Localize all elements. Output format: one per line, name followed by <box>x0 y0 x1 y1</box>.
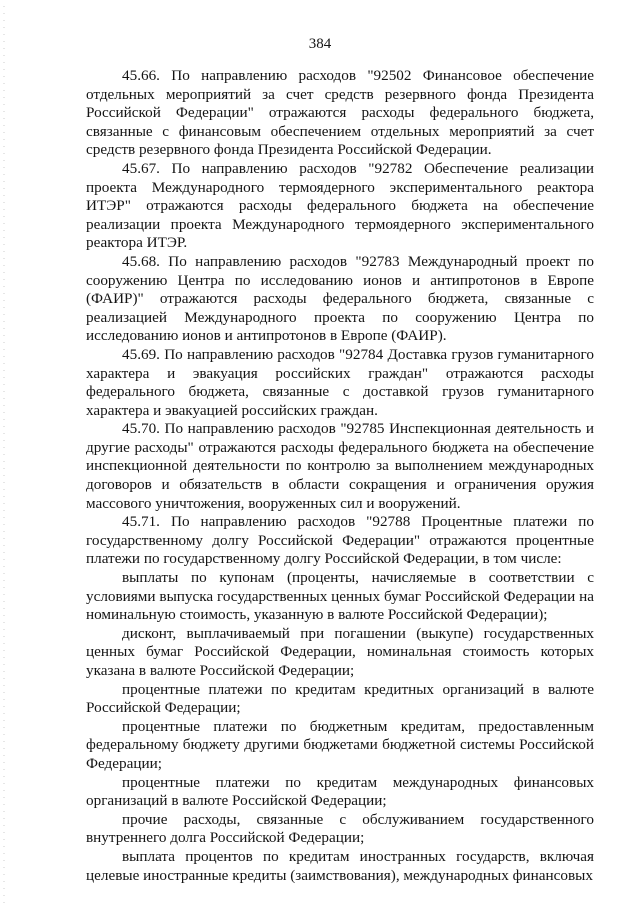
list-item-budget-credit-interest: процентные платежи по бюджетным кредитам, предоставленным федеральному бюджету другими бюджетами бюджетной системы Российской Федерации; <box>86 717 594 772</box>
list-item-international-org-interest: процентные платежи по кредитам международных финансовых организаций в валюте Российской Федерации; <box>86 773 594 810</box>
paragraph-45-71: 45.71. По направлению расходов "92788 Процентные платежи по государственному долгу Российской Федерации" отражаются процентные платежи по государственному долгу Российской Федерации, в том числе: <box>86 513 594 568</box>
paragraph-45-70: 45.70. По направлению расходов "92785 Инспекционная деятельность и другие расходы" отражаются расходы федерального бюджета на обеспечение инспекционной деятельности по контролю за выполнением международных договоров и обязательств в области сокращения и ограничения оружия массового уничтожения, вооруженных сил и вооружений. <box>86 420 594 512</box>
document-body <box>86 67 594 885</box>
paragraph-45-66: 45.66. По направлению расходов "92502 Финансовое обеспечение отдельных мероприятий за счет средств резервного фонда Президента Российской Федерации" отражаются расходы федерального бюджета, связанные с финансовым обеспечением отдельных мероприятий за счет средств резервного фонда Президента Российской Федерации. <box>86 67 594 159</box>
list-item-discount: дисконт, выплачиваемый при погашении (выкупе) государственных ценных бумаг Российской Федерации, номинальная стоимость которых указана в валюте Российской Федерации; <box>86 624 594 679</box>
list-item-credit-org-interest: процентные платежи по кредитам кредитных организаций в валюте Российской Федерации; <box>86 680 594 717</box>
paragraph-45-68: 45.68. По направлению расходов "92783 Международный проект по сооружению Центра по исследованию ионов и антипротонов в Европе (ФАИР)" отражаются расходы федерального бюджета, связанные с реализацией Международного проекта по сооружению Центра по исследованию ионов и антипротонов в Европе (ФАИР). <box>86 252 594 345</box>
list-item-coupons: выплаты по купонам (проценты, начисляемые в соответствии с условиями выпуска государственных ценных бумаг Российской Федерации на номинальную стоимость, указанную в валюте Российской Федерации); <box>86 569 594 624</box>
paragraph-45-67: 45.67. По направлению расходов "92782 Обеспечение реализации проекта Международного термоядерного экспериментального реактора ИТЭР" отражаются расходы федерального бюджета на обеспечение реализации проекта Международного термоядерного экспериментального реактора ИТЭР. <box>86 159 594 252</box>
scan-margin-dots <box>3 0 5 905</box>
page-number: 384 <box>308 36 332 52</box>
list-item-foreign-credit-interest: выплата процентов по кредитам иностранных государств, включая целевые иностранные кредиты (заимствования), международных финансовых <box>86 847 594 884</box>
paragraph-45-69: 45.69. По направлению расходов "92784 Доставка грузов гуманитарного характера и эвакуация российских граждан" отражаются расходы федерального бюджета, связанные с доставкой грузов гуманитарного характера и эвакуацией российских граждан. <box>86 345 594 419</box>
list-item-other-expenses: прочие расходы, связанные с обслуживанием государственного внутреннего долга Российской Федерации; <box>86 810 594 847</box>
